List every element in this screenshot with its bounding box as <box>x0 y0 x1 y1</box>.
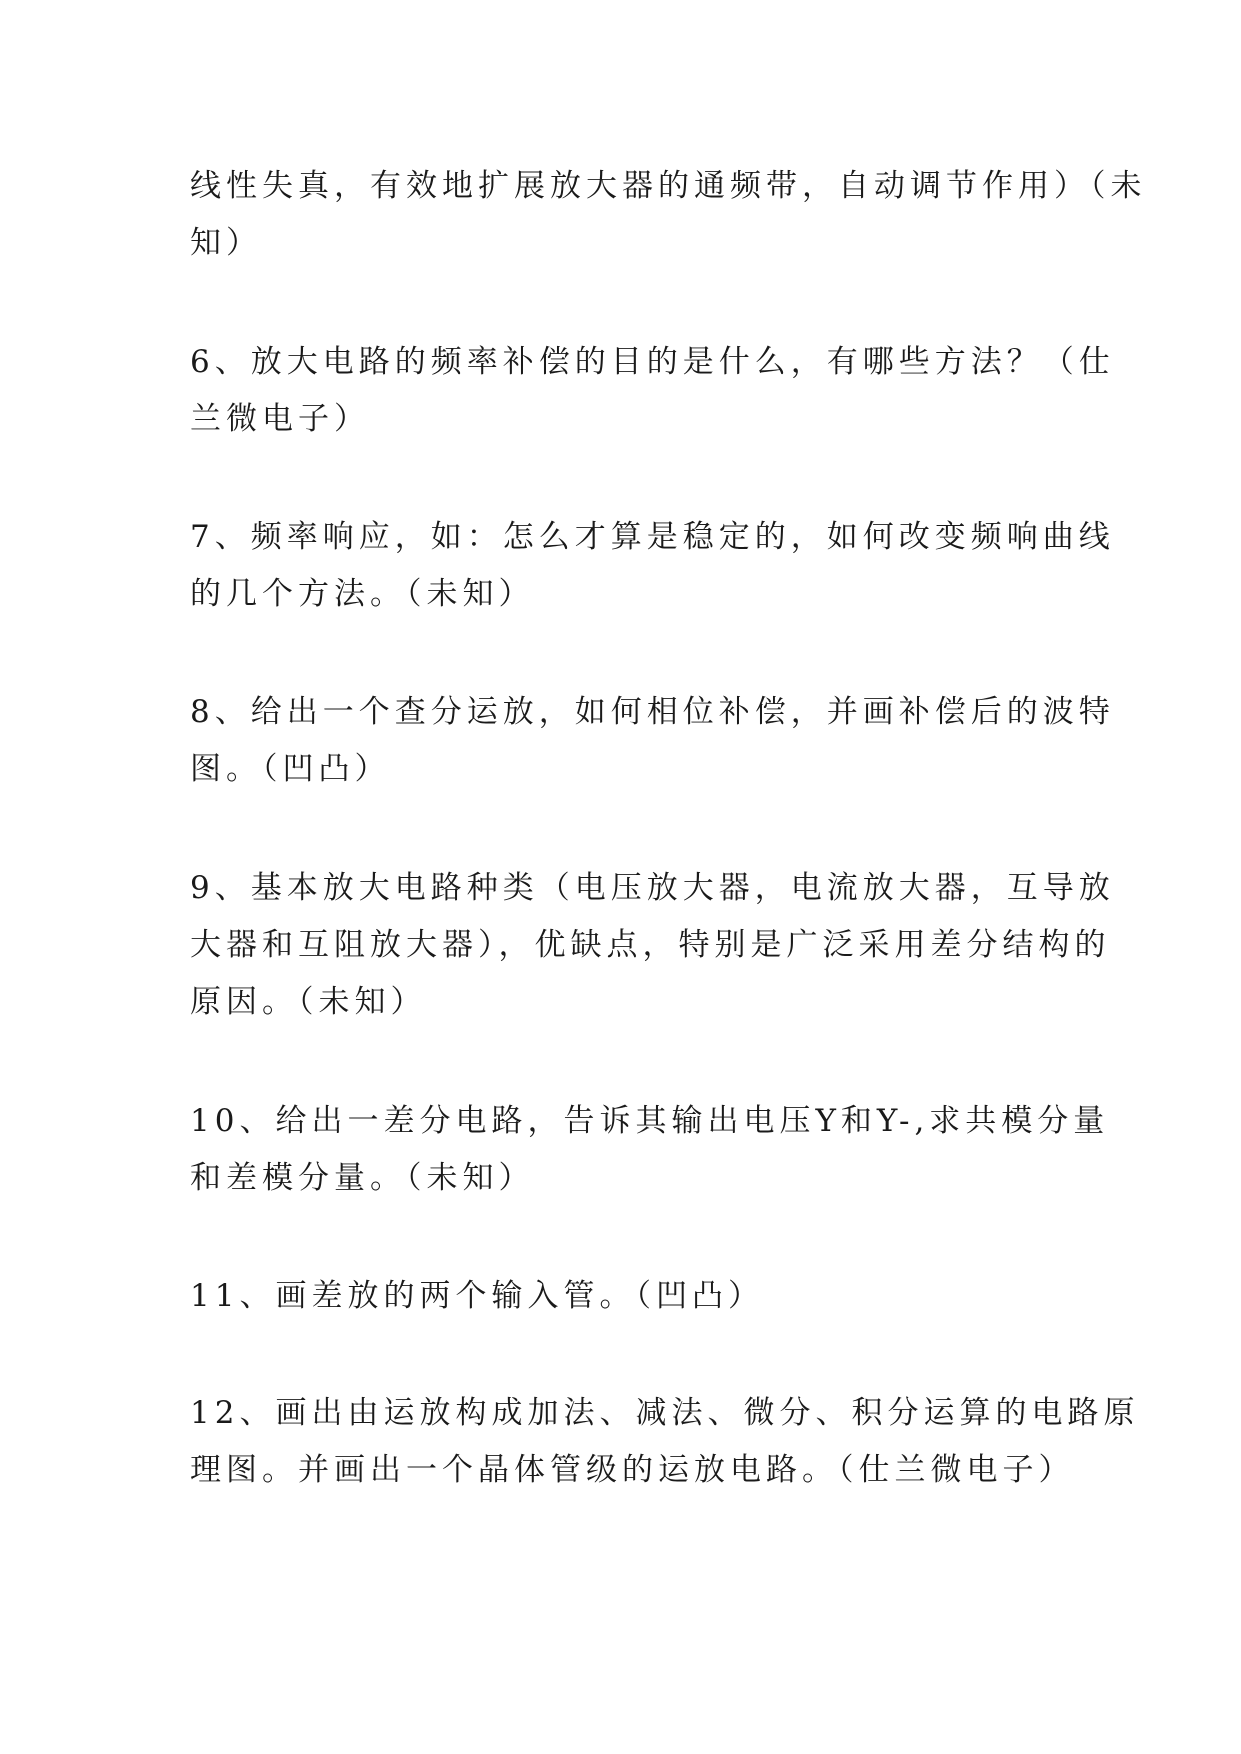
text-line: 知） <box>190 225 262 261</box>
question-6 <box>190 334 1115 448</box>
text-line: 8、给出一个查分运放，如何相位补偿，并画补偿后的波特 <box>190 694 1115 730</box>
question-9 <box>190 860 1115 1031</box>
text-line: 6、放大电路的频率补偿的目的是什么，有哪些方法？（仕 <box>190 344 1115 380</box>
text-line: 7、频率响应，如：怎么才算是稳定的，如何改变频响曲线 <box>190 519 1115 555</box>
text-line: 原因。（未知） <box>190 984 427 1020</box>
paragraph-continuation <box>190 158 1147 272</box>
text-line: 理图。并画出一个晶体管级的运放电路。（仕兰微电子） <box>190 1452 1075 1488</box>
text-line: 11、画差放的两个输入管。（凹凸） <box>190 1278 764 1314</box>
text-line: 线性失真，有效地扩展放大器的通频带，自动调节作用）（未 <box>190 168 1147 204</box>
text-line: 的几个方法。（未知） <box>190 576 535 612</box>
question-7 <box>190 509 1115 623</box>
text-line: 12、画出由运放构成加法、减法、微分、积分运算的电路原 <box>190 1395 1140 1431</box>
text-line: 10、给出一差分电路，告诉其输出电压Y和Y-,求共模分量 <box>190 1103 1110 1139</box>
question-12 <box>190 1385 1140 1499</box>
question-11 <box>190 1268 1070 1325</box>
question-10 <box>190 1093 1110 1207</box>
text-line: 9、基本放大电路种类（电压放大器，电流放大器，互导放 <box>190 870 1115 906</box>
text-line: 和差模分量。（未知） <box>190 1160 535 1196</box>
question-8 <box>190 684 1115 798</box>
text-line: 图。（凹凸） <box>190 751 391 787</box>
text-line: 兰微电子） <box>190 401 370 437</box>
text-line: 大器和互阻放大器），优缺点，特别是广泛采用差分结构的 <box>190 927 1111 963</box>
